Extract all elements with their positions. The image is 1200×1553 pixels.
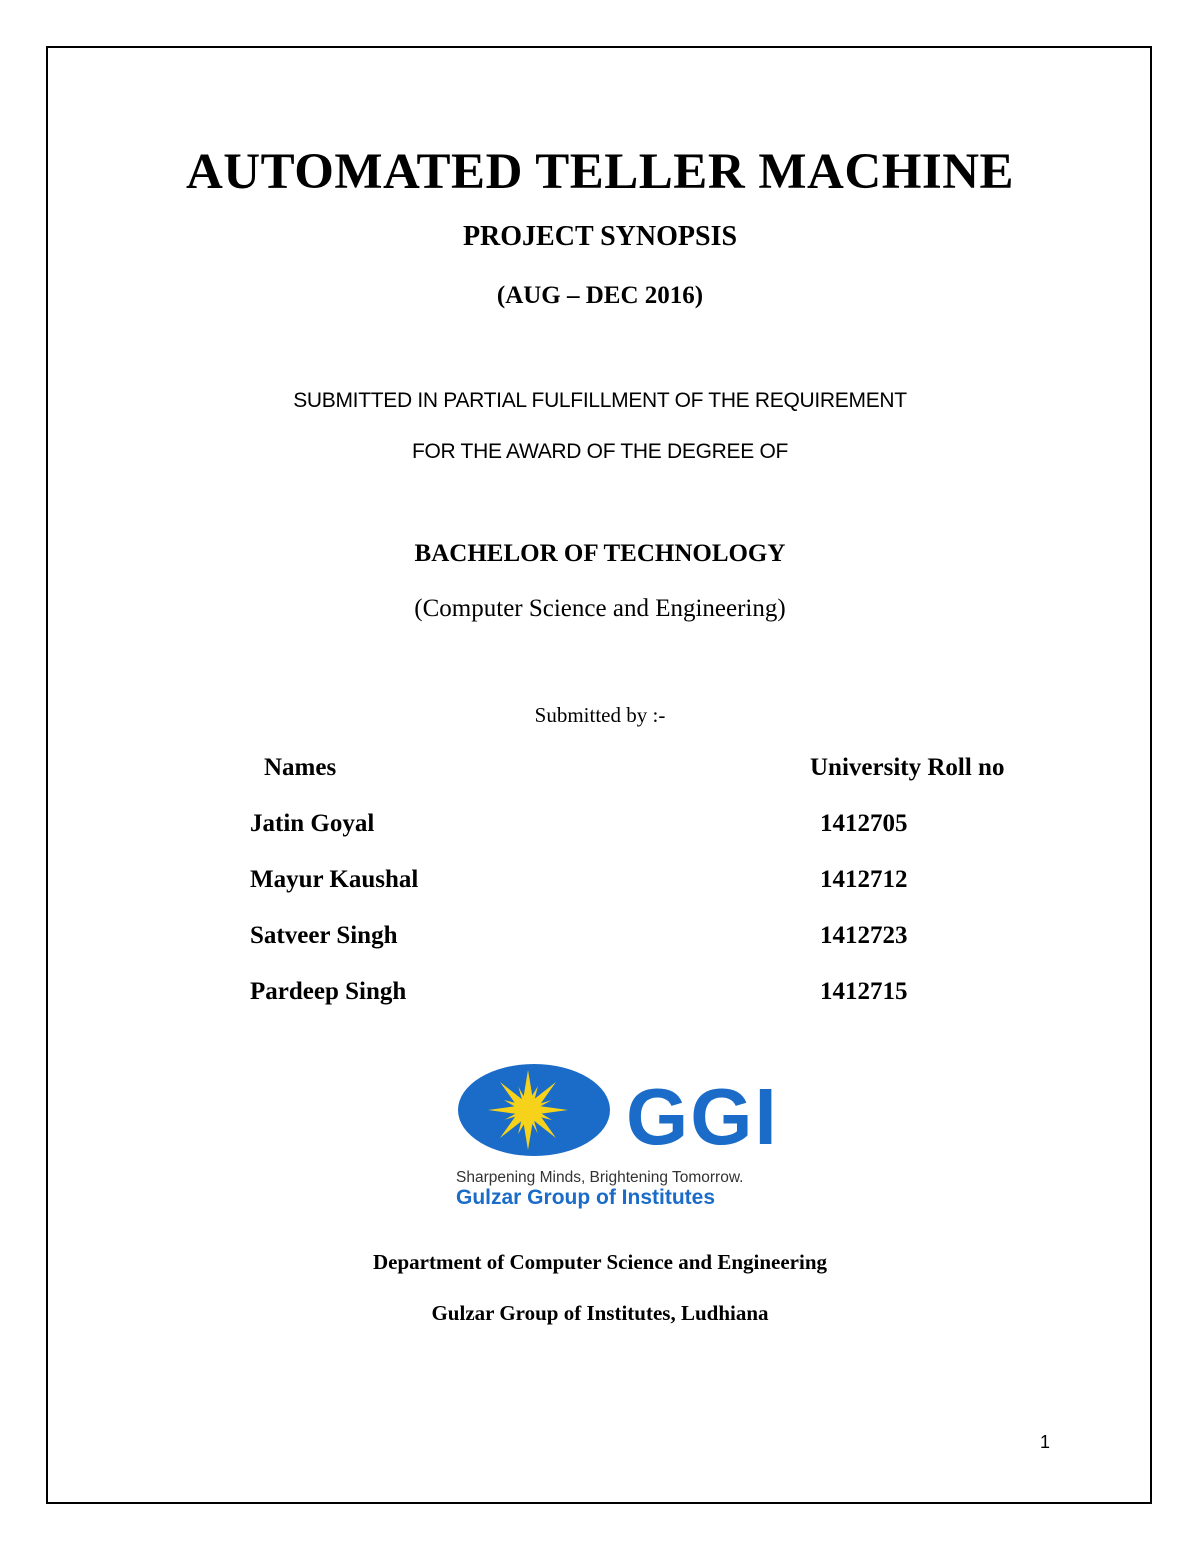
member-name: Pardeep Singh bbox=[250, 978, 407, 1005]
ggi-logo bbox=[452, 1058, 814, 1214]
member-name: Satveer Singh bbox=[250, 922, 398, 949]
degree-branch: (Computer Science and Engineering) bbox=[414, 595, 786, 622]
degree-name: BACHELOR OF TECHNOLOGY bbox=[414, 540, 786, 567]
member-roll-number: 1412723 bbox=[820, 922, 908, 949]
project-period: (AUG – DEC 2016) bbox=[496, 282, 704, 309]
logo-tagline: Sharpening Minds, Brightening Tomorrow. bbox=[456, 1169, 744, 1186]
document-subtitle: PROJECT SYNOPSIS bbox=[462, 221, 738, 252]
member-name: Jatin Goyal bbox=[250, 810, 375, 837]
page-number: 1 bbox=[1040, 1432, 1051, 1452]
logo-wordmark: GGI bbox=[626, 1072, 779, 1161]
college-name: Gulzar Group of Institutes, Ludhiana bbox=[431, 1301, 769, 1325]
roll-column-header: University Roll no bbox=[810, 754, 1005, 781]
submitted-by-label: Submitted by :- bbox=[534, 703, 666, 727]
submission-statement-line-2: FOR THE AWARD OF THE DEGREE OF bbox=[411, 440, 789, 463]
submission-statement-line-1: SUBMITTED IN PARTIAL FULFILLMENT OF THE REQUIREMENT bbox=[293, 389, 907, 412]
member-roll-number: 1412712 bbox=[820, 866, 908, 893]
member-roll-number: 1412705 bbox=[820, 810, 908, 837]
document-title: AUTOMATED TELLER MACHINE bbox=[185, 144, 1015, 200]
member-roll-number: 1412715 bbox=[820, 978, 908, 1005]
logo-institute-name: Gulzar Group of Institutes bbox=[456, 1186, 716, 1209]
department-name: Department of Computer Science and Engineering bbox=[373, 1250, 827, 1274]
names-column-header: Names bbox=[264, 754, 337, 781]
star-icon bbox=[488, 1070, 568, 1150]
member-name: Mayur Kaushal bbox=[250, 866, 419, 893]
